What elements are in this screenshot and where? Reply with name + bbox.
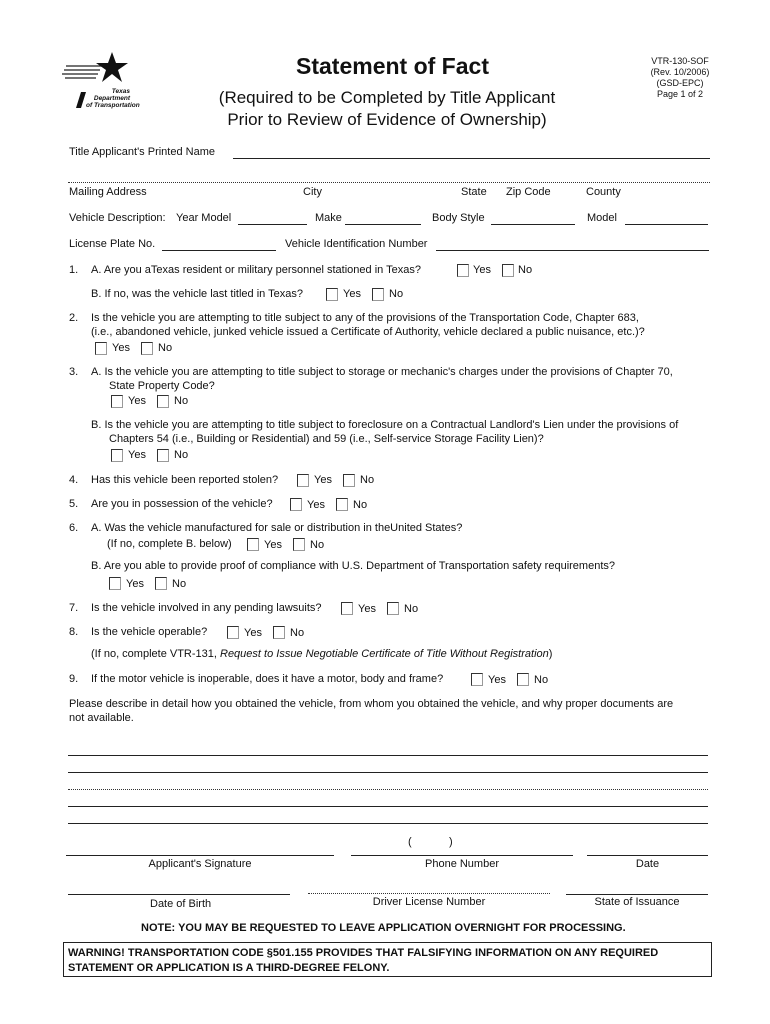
q2-text-line1: Is the vehicle you are attempting to title subject to any of the provisions of the Transportation Code, Chapter 683,	[91, 312, 639, 324]
q3b-yes-label: Yes	[128, 449, 146, 461]
phone-paren-open: (	[408, 836, 412, 848]
q6b-no-label: No	[172, 578, 187, 590]
date-field[interactable]	[587, 855, 708, 856]
q6-number: 6.	[69, 522, 79, 534]
q7-yes-checkbox[interactable]	[341, 602, 353, 615]
state-of-issuance-field[interactable]	[566, 894, 708, 895]
q1b-text: B. If no, was the vehicle last titled in Texas?	[91, 288, 303, 300]
year-model-label: Year Model	[176, 212, 232, 224]
phone-field[interactable]	[351, 855, 573, 856]
q1a-text: A. Are you aTexas resident or military personnel stationed in Texas?	[91, 264, 421, 276]
q8-yes-label: Yes	[244, 627, 262, 639]
make-field[interactable]	[345, 224, 421, 225]
q9-number: 9.	[69, 673, 79, 685]
warning-box	[63, 942, 712, 977]
overnight-note: NOTE: YOU MAY BE REQUESTED TO LEAVE APPLICATION OVERNIGHT FOR PROCESSING.	[141, 922, 626, 934]
describe-line-4[interactable]	[68, 806, 708, 807]
form-info	[640, 56, 720, 100]
describe-line-5[interactable]	[68, 823, 708, 824]
q4-yes-checkbox[interactable]	[297, 474, 309, 487]
describe-line-2[interactable]	[68, 772, 708, 773]
q9-yes-checkbox[interactable]	[471, 673, 483, 686]
page-title: Statement of Fact	[296, 53, 489, 79]
q2-no-label: No	[158, 342, 173, 354]
mailing-address-label: Mailing Address	[69, 186, 147, 198]
q3a-no-checkbox[interactable]	[157, 395, 169, 408]
date-of-birth-field[interactable]	[68, 894, 290, 895]
q6a-no-label: No	[310, 539, 325, 551]
q8-note-form-title: Request to Issue Negotiable Certificate of Title Without Registration	[220, 648, 549, 660]
q2-yes-checkbox[interactable]	[95, 342, 107, 355]
model-field[interactable]	[625, 224, 708, 225]
q7-no-label: No	[404, 603, 419, 615]
q6b-no-checkbox[interactable]	[155, 577, 167, 590]
q4-text: Has this vehicle been reported stolen?	[91, 474, 279, 486]
state-label: State	[461, 186, 487, 198]
q9-no-label: No	[534, 674, 549, 686]
q1a-no-label: No	[518, 264, 533, 276]
make-label: Make	[315, 212, 342, 224]
q4-yes-label: Yes	[314, 474, 332, 486]
q7-text: Is the vehicle involved in any pending lawsuits?	[91, 602, 322, 614]
q3b-text-line2: Chapters 54 (i.e., Building or Residential) and 59 (i.e., Self-service Storage Facility Lien)?	[109, 433, 544, 445]
describe-line-1[interactable]	[68, 755, 708, 756]
q3a-yes-label: Yes	[128, 395, 146, 407]
q6b-yes-label: Yes	[126, 578, 144, 590]
q2-number: 2.	[69, 312, 79, 324]
q8-no-checkbox[interactable]	[273, 626, 285, 639]
describe-text-line2: not available.	[69, 712, 134, 724]
q3b-no-label: No	[174, 449, 189, 461]
q4-number: 4.	[69, 474, 79, 486]
zip-label: Zip Code	[506, 186, 551, 198]
driver-license-field[interactable]	[308, 893, 550, 894]
vin-field[interactable]	[436, 250, 709, 251]
q9-no-checkbox[interactable]	[517, 673, 529, 686]
q5-yes-label: Yes	[307, 499, 325, 511]
address-field-line[interactable]	[68, 182, 710, 183]
q2-no-checkbox[interactable]	[141, 342, 153, 355]
q1-number: 1.	[69, 264, 79, 276]
q3b-yes-checkbox[interactable]	[111, 449, 123, 462]
date-of-birth-label: Date of Birth	[150, 898, 212, 910]
q1b-no-label: No	[389, 288, 404, 300]
signature-field[interactable]	[66, 855, 334, 856]
q1b-no-checkbox[interactable]	[372, 288, 384, 301]
q8-yes-checkbox[interactable]	[227, 626, 239, 639]
q3a-text-line2: State Property Code?	[109, 380, 215, 392]
subtitle-line1: (Required to be Completed by Title Applicant	[218, 88, 556, 107]
form-division: (GSD-EPC)	[656, 78, 704, 88]
q7-yes-label: Yes	[358, 603, 376, 615]
warning-line1: WARNING! TRANSPORTATION CODE §501.155 PROVIDES THAT FALSIFYING INFORMATION ON ANY REQUIRED	[68, 947, 659, 959]
q1b-yes-label: Yes	[343, 288, 361, 300]
q9-text: If the motor vehicle is inoperable, does it have a motor, body and frame?	[91, 673, 444, 685]
subtitle-line2: Prior to Review of Evidence of Ownership)	[227, 110, 547, 129]
q5-yes-checkbox[interactable]	[290, 498, 302, 511]
applicant-name-field[interactable]	[233, 158, 710, 159]
q3a-text-line1: A. Is the vehicle you are attempting to title subject to storage or mechanic's charges under the provisions of Chapter 70,	[91, 366, 673, 378]
logo-line3: of Transportation	[86, 102, 140, 109]
date-label: Date	[635, 858, 660, 870]
q2-text-line2: (i.e., abandoned vehicle, junked vehicle issued a Certificate of Authority, vehicle declared a public nuisance, etc.)?	[91, 326, 645, 338]
q5-number: 5.	[69, 498, 79, 510]
q3b-text-line1: B. Is the vehicle you are attempting to title subject to foreclosure on a Contractual Landlord's Lien under the provisions of	[91, 419, 679, 431]
q1a-yes-label: Yes	[473, 264, 491, 276]
logo-text	[86, 88, 140, 109]
logo-line2: Department	[93, 95, 130, 102]
state-of-issuance-label: State of Issuance	[594, 896, 680, 908]
describe-text-line1: Please describe in detail how you obtained the vehicle, from whom you obtained the vehicle, and why proper documents are	[69, 698, 674, 710]
q1a-no-checkbox[interactable]	[502, 264, 514, 277]
q6b-yes-checkbox[interactable]	[109, 577, 121, 590]
q5-no-checkbox[interactable]	[336, 498, 348, 511]
q6a-yes-label: Yes	[264, 539, 282, 551]
q7-no-checkbox[interactable]	[387, 602, 399, 615]
q6b-text: B. Are you able to provide proof of compliance with U.S. Department of Transportation safety requirements?	[91, 560, 615, 572]
phone-paren-close: )	[449, 836, 453, 848]
vin-label: Vehicle Identification Number	[285, 238, 428, 250]
q6a-no-checkbox[interactable]	[293, 538, 305, 551]
q6a-text-line2: (If no, complete B. below)	[107, 538, 232, 550]
body-style-label: Body Style	[432, 212, 485, 224]
q3b-no-checkbox[interactable]	[157, 449, 169, 462]
q7-number: 7.	[69, 602, 79, 614]
city-label: City	[303, 186, 322, 198]
body-style-field[interactable]	[491, 224, 575, 225]
q8-note	[91, 648, 552, 660]
q3a-yes-checkbox[interactable]	[111, 395, 123, 408]
phone-number-label: Phone Number	[425, 858, 499, 870]
q5-text: Are you in possession of the vehicle?	[91, 498, 273, 510]
describe-line-3[interactable]	[68, 789, 708, 790]
q6a-text-line1: A. Was the vehicle manufactured for sale or distribution in theUnited States?	[91, 522, 463, 534]
license-plate-field[interactable]	[162, 250, 276, 251]
driver-license-label: Driver License Number	[372, 896, 486, 908]
q6a-yes-checkbox[interactable]	[247, 538, 259, 551]
q3a-no-label: No	[174, 395, 189, 407]
q2-yes-label: Yes	[112, 342, 130, 354]
q4-no-label: No	[360, 474, 375, 486]
q5-no-label: No	[353, 499, 368, 511]
county-label: County	[586, 186, 621, 198]
q8-number: 8.	[69, 626, 79, 638]
page-number: Page 1 of 2	[656, 89, 704, 99]
license-plate-label: License Plate No.	[69, 238, 156, 250]
form-revision: (Rev. 10/2006)	[650, 67, 710, 77]
q8-no-label: No	[290, 627, 305, 639]
form-number: VTR-130-SOF	[651, 56, 709, 66]
year-model-field[interactable]	[238, 224, 307, 225]
q8-note-suffix: )	[548, 648, 553, 660]
warning-line2: STATEMENT OR APPLICATION IS A THIRD-DEGREE FELONY.	[68, 962, 390, 974]
model-label: Model	[587, 212, 617, 224]
q3-number: 3.	[69, 366, 79, 378]
q8-text: Is the vehicle operable?	[91, 626, 208, 638]
vehicle-description-label: Vehicle Description:	[69, 212, 166, 224]
applicant-name-label: Title Applicant's Printed Name	[69, 146, 215, 158]
applicant-signature-label: Applicant's Signature	[148, 858, 252, 870]
q4-no-checkbox[interactable]	[343, 474, 355, 487]
q8-note-prefix: (If no, complete VTR-131,	[91, 648, 220, 660]
q9-yes-label: Yes	[488, 674, 506, 686]
logo-line1: Texas	[111, 88, 130, 95]
q1b-yes-checkbox[interactable]	[326, 288, 338, 301]
q1a-yes-checkbox[interactable]	[457, 264, 469, 277]
